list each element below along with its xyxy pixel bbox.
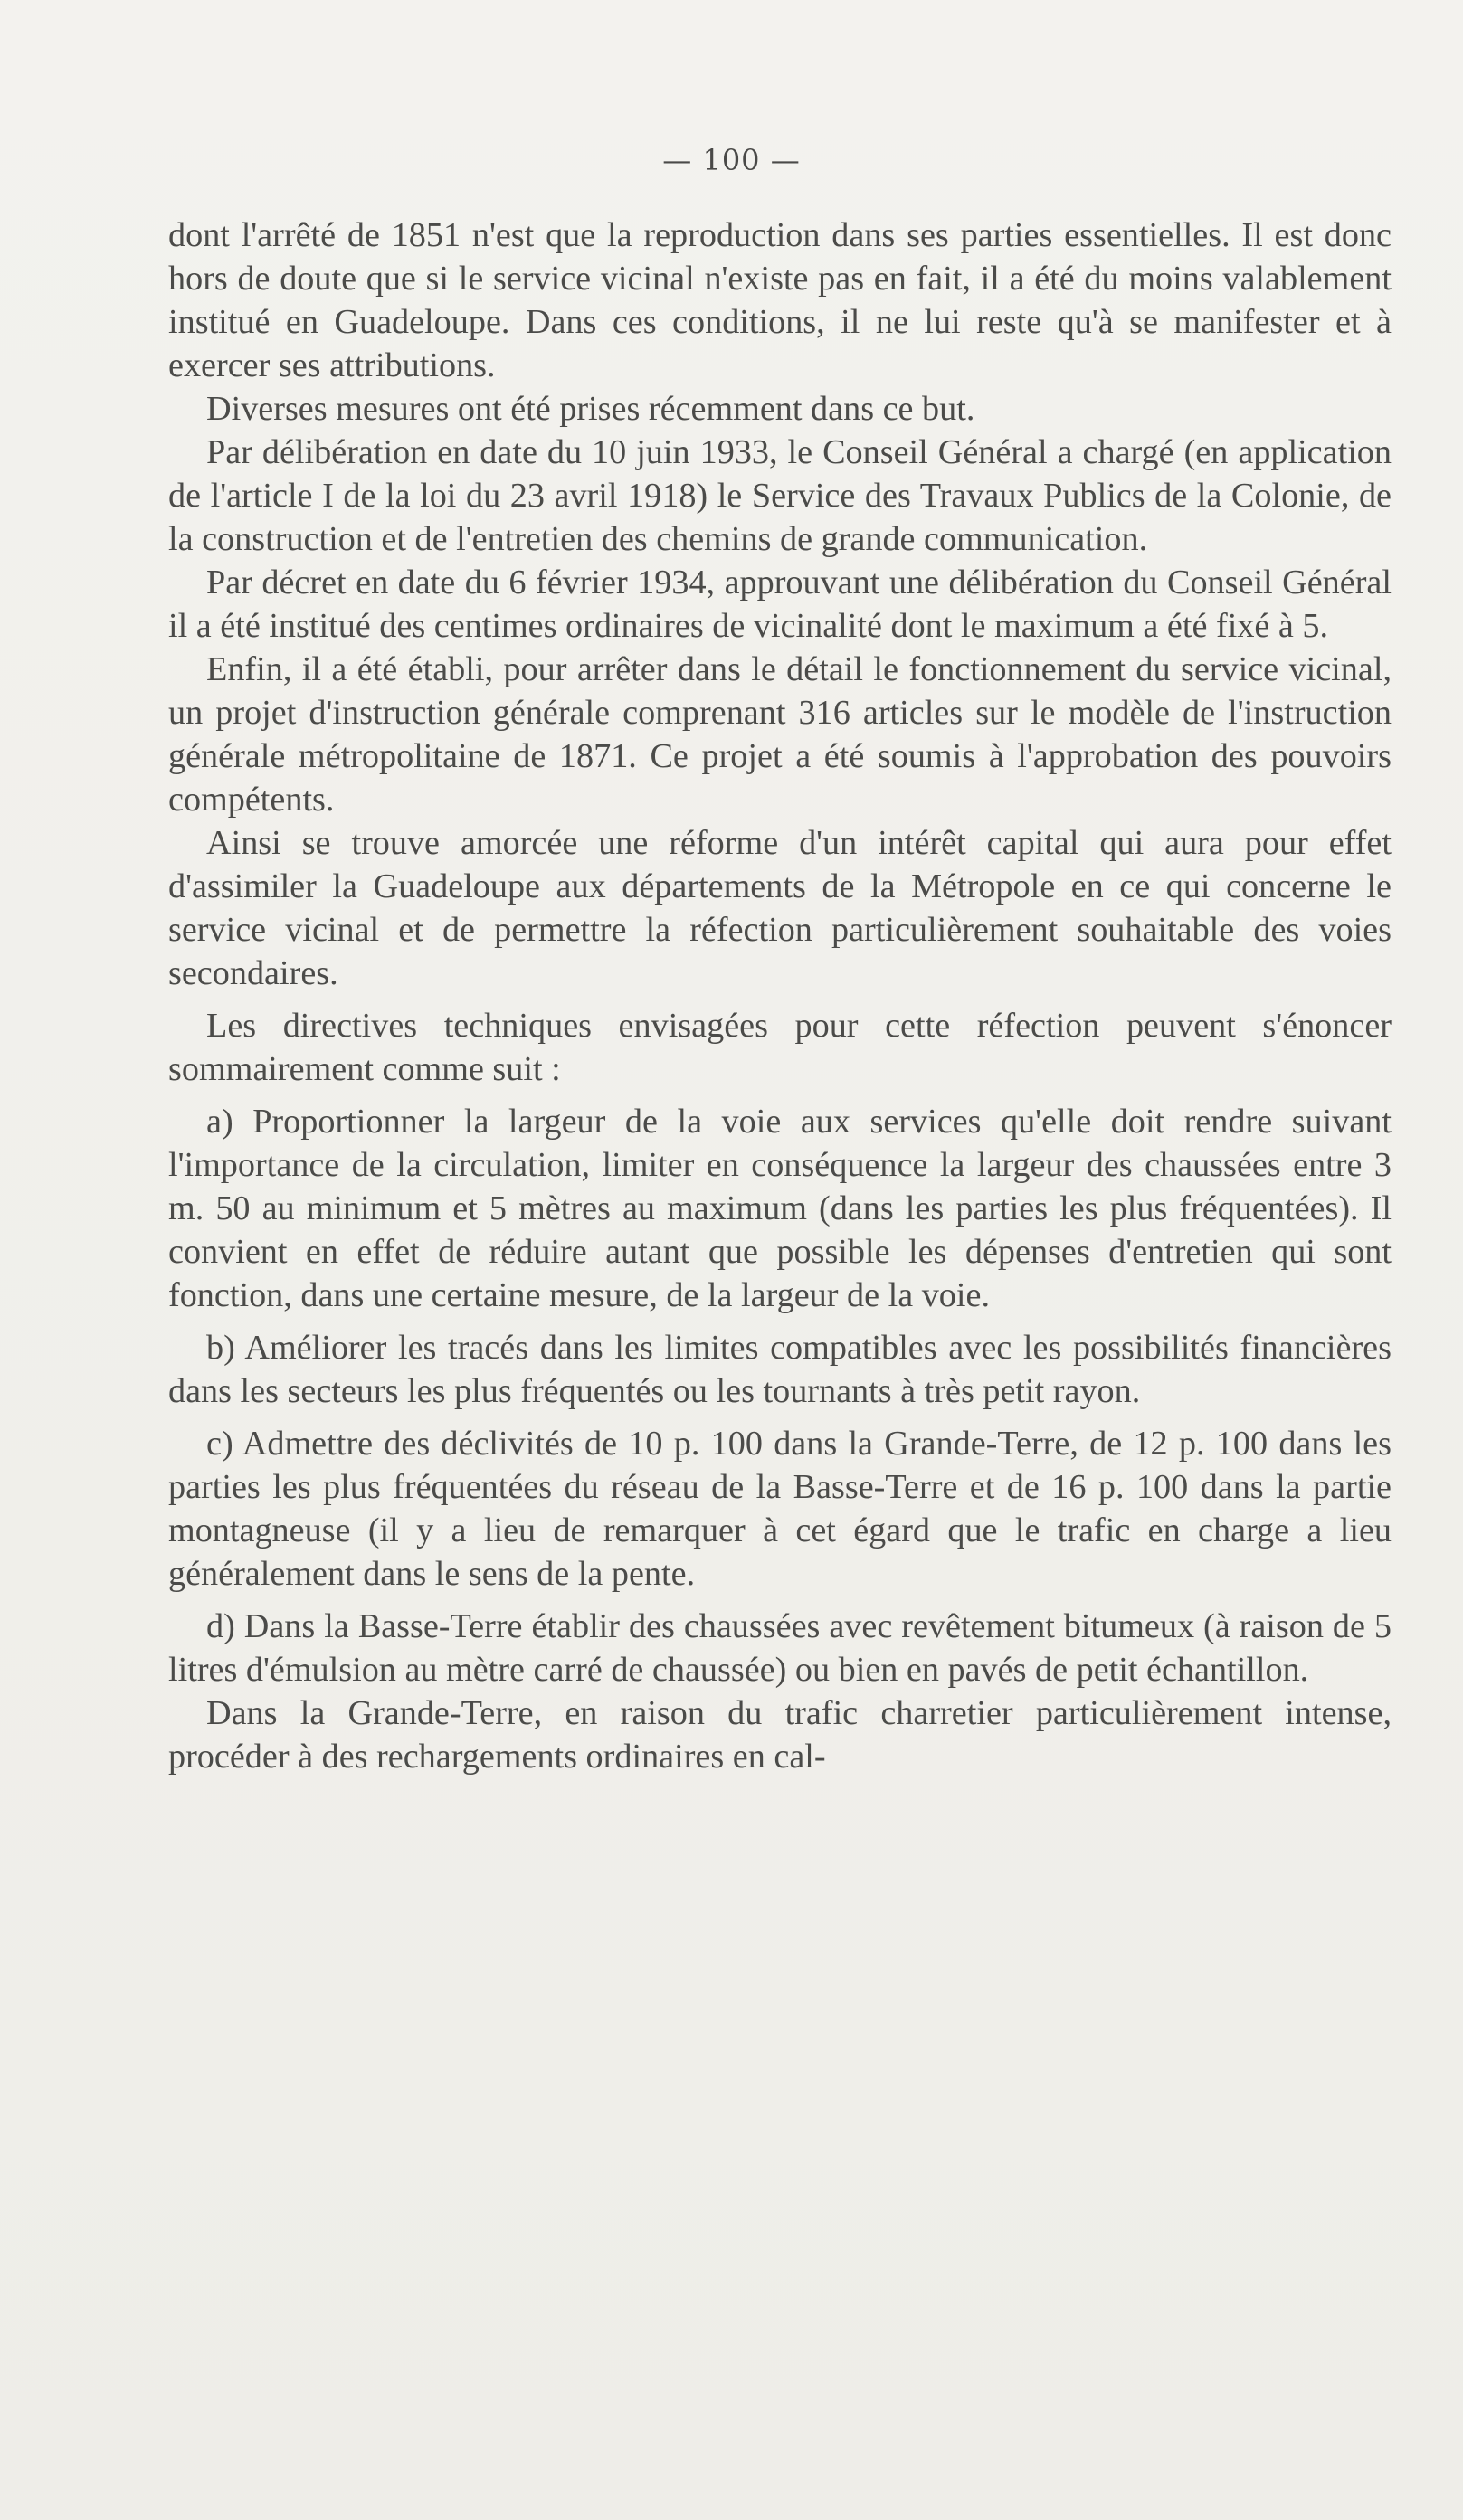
list-item-a: a) Proportionner la largeur de la voie aux services qu'elle doit rendre suivant l'importance de la circulation, limiter en conséquence la largeur des chaussées entre 3 m. 50 au minimum et 5 mètres au maximum (dans les parties les plus fréquentées). Il convient en effet de réduire autant que possible les dépenses d'entretien qui sont fonction, dans une certaine mesure, de la largeur de la voie. <box>168 1103 1392 1314</box>
paragraph: Ainsi se trouve amorcée une réforme d'un intérêt capital qui aura pour effet d'assimiler la Guadeloupe aux départements de la Métropole en ce qui concerne le service vicinal et de permettre la réfection particulièrement souhaitable des voies secondaires. <box>168 824 1392 992</box>
paragraph: Dans la Grande-Terre, en raison du trafic charretier particulièrement intense, procéder à des rechargements ordinaires en cal- <box>168 1694 1392 1776</box>
paragraph: Par décret en date du 6 février 1934, approuvant une délibération du Conseil Général il a été institué des centimes ordinaires de vicinalité dont le maximum a été fixé à 5. <box>168 564 1392 645</box>
body-text <box>168 213 1392 1778</box>
paragraph: Enfin, il a été établi, pour arrêter dans le détail le fonctionnement du service vicinal, un projet d'instruction générale comprenant 316 articles sur le modèle de l'instruction générale métropolitaine de 1871. Ce projet a été soumis à l'approbation des pouvoirs compétents. <box>168 650 1392 819</box>
list-item-d: d) Dans la Basse-Terre établir des chaussées avec revêtement bitumeux (à raison de 5 litres d'émulsion au mètre carré de chaussée) ou bien en pavés de petit échantillon. <box>168 1607 1392 1689</box>
page-number: — 100 — <box>662 143 801 177</box>
paragraph: dont l'arrêté de 1851 n'est que la reproduction dans ses parties essentielles. Il est donc hors de doute que si le service vicinal n'existe pas en fait, il a été du moins valablement institué en Guadeloupe. Dans ces conditions, il ne lui reste qu'à se manifester et à exercer ses attributions. <box>168 216 1392 384</box>
paragraph: Diverses mesures ont été prises récemment dans ce but. <box>206 390 975 428</box>
paragraph: Les directives techniques envisagées pour cette réfection peuvent s'énoncer sommairement comme suit : <box>168 1007 1392 1088</box>
paragraph: Par délibération en date du 10 juin 1933, le Conseil Général a chargé (en application de l'article I de la loi du 23 avril 1918) le Service des Travaux Publics de la Colonie, de la construction et de l'entretien des chemins de grande communication. <box>168 433 1392 558</box>
list-item-b: b) Améliorer les tracés dans les limites compatibles avec les possibilités financières dans les secteurs les plus fréquentés ou les tournants à très petit rayon. <box>168 1329 1392 1410</box>
list-item-c: c) Admettre des déclivités de 10 p. 100 dans la Grande-Terre, de 12 p. 100 dans les parties les plus fréquentées du réseau de la Basse-Terre et de 16 p. 100 dans la partie montagneuse (il y a lieu de remarquer à cet égard que le trafic en charge a lieu généralement dans le sens de la pente. <box>168 1425 1392 1593</box>
